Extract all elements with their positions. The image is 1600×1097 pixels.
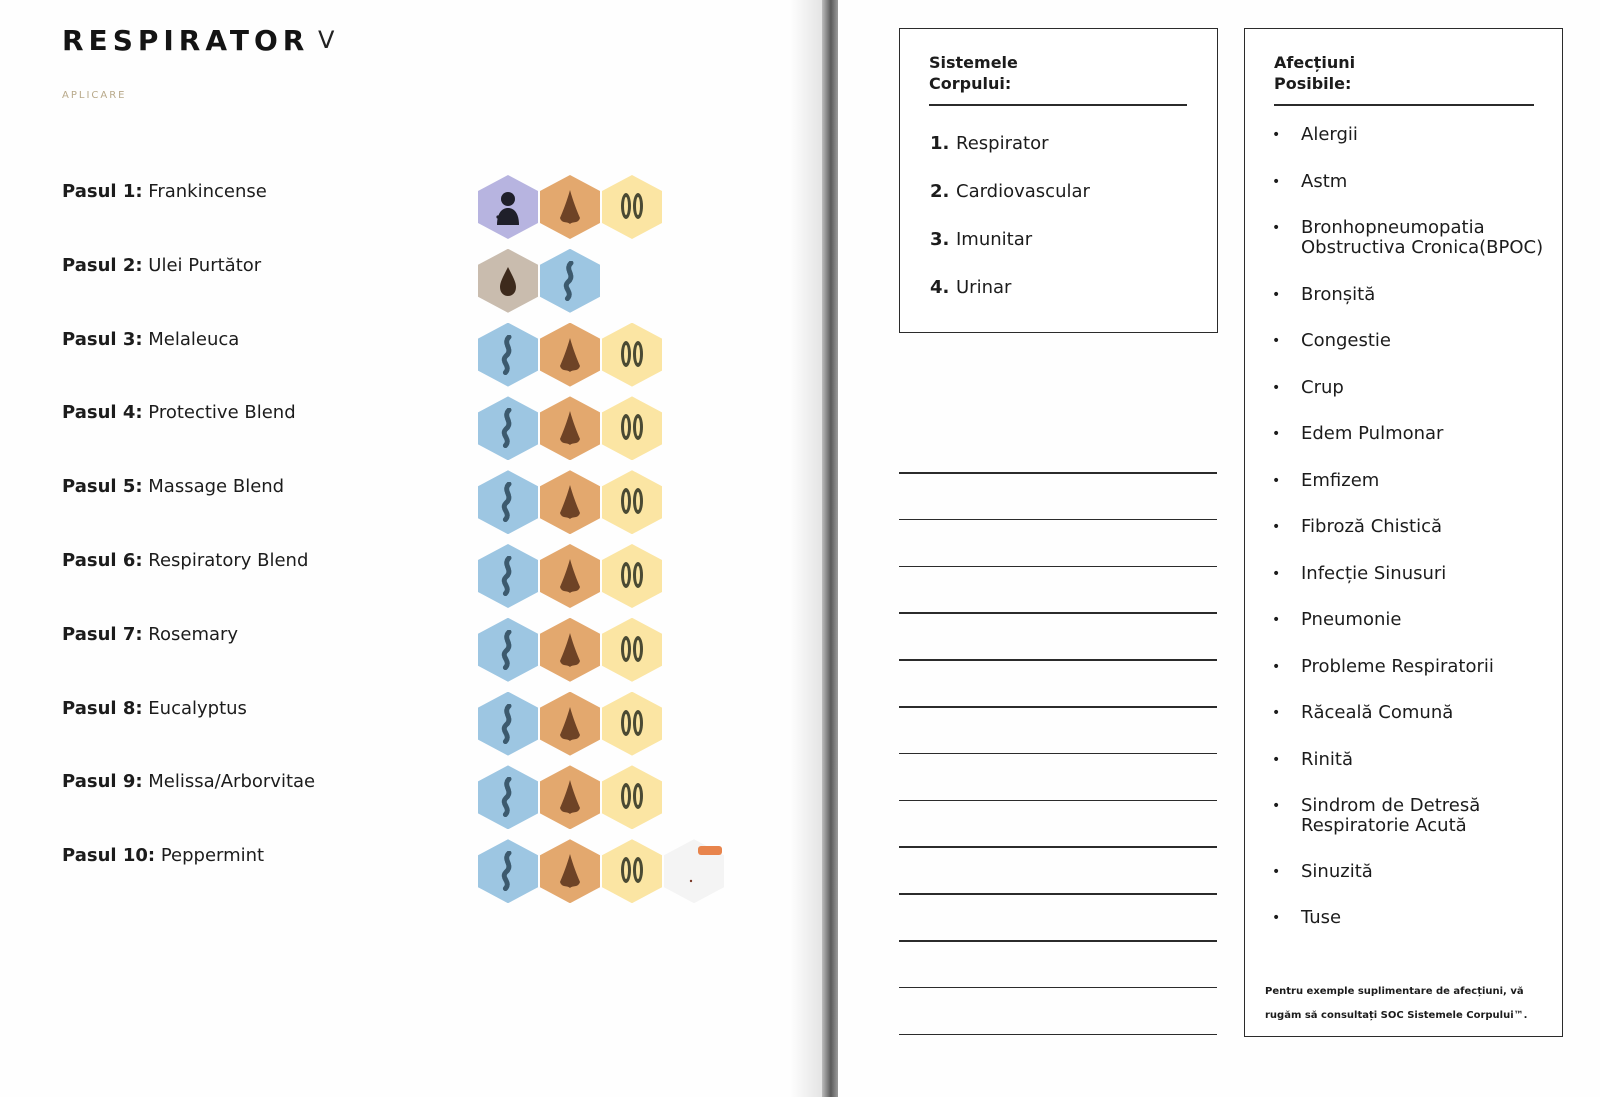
step-label: Pasul 8: <box>62 697 143 719</box>
condition-name-continued: Obstructiva Cronica(BPOC) <box>1301 237 1544 258</box>
bullet-icon: • <box>1272 380 1281 396</box>
bullet-icon: • <box>1272 473 1281 489</box>
page-title: RESPIRATOR <box>62 24 310 57</box>
spine-icon <box>478 544 538 608</box>
step-oil: Ulei Purtător <box>148 254 262 276</box>
step-label: Pasul 7: <box>62 623 143 645</box>
step-label: Pasul 5: <box>62 476 143 498</box>
step-label: Pasul 1: <box>62 181 143 202</box>
condition-name: Congestie <box>1301 330 1391 351</box>
condition-name: Răceală Comună <box>1301 702 1454 723</box>
bullet-icon: • <box>1272 705 1281 721</box>
systems-heading-line1: Sistemele <box>929 53 1018 72</box>
step-oil: Respiratory Blend <box>148 550 309 571</box>
system-number: 4. <box>930 277 950 298</box>
notes-line <box>899 800 1217 802</box>
step-row <box>62 771 315 792</box>
system-name: Urinar <box>956 277 1012 298</box>
system-item <box>930 181 1090 202</box>
spine-icon <box>478 323 538 387</box>
spine-icon <box>478 765 538 829</box>
notes-line <box>899 987 1217 989</box>
spine-icon <box>540 249 600 313</box>
bullet-icon: • <box>1272 566 1281 582</box>
step-icons <box>478 249 600 313</box>
systems-heading-line2: Corpului: <box>929 74 1012 93</box>
optional-badge <box>698 846 722 855</box>
bullet-icon: • <box>1272 174 1281 190</box>
book-gutter <box>822 0 838 1097</box>
system-number: 1. <box>930 133 950 154</box>
drop-icon <box>478 249 538 313</box>
system-name: Respirator <box>956 133 1049 154</box>
nose-icon <box>540 396 600 460</box>
system-item <box>930 277 1011 298</box>
feet-icon <box>602 323 662 387</box>
step-label: Pasul 2: <box>62 254 143 276</box>
notes-line <box>899 893 1217 895</box>
step-oil: Peppermint <box>160 845 265 867</box>
condition-name: Bronșită <box>1301 284 1376 305</box>
conditions-divider <box>1274 104 1534 106</box>
step-label: Pasul 9: <box>62 771 143 793</box>
condition-name: Rinită <box>1301 749 1354 770</box>
step-oil: Protective Blend <box>148 402 296 424</box>
nose-icon <box>540 470 600 534</box>
notes-line <box>899 753 1217 755</box>
step-row <box>62 476 284 497</box>
step-label: Pasul 3: <box>62 328 143 350</box>
step-icons <box>478 839 724 903</box>
nose-icon <box>540 765 600 829</box>
condition-name: Fibroză Chistică <box>1301 516 1443 537</box>
system-number: 3. <box>930 229 950 250</box>
system-number: 2. <box>930 181 950 202</box>
page-subtitle: APLICARE <box>62 90 127 101</box>
step-icons <box>478 470 662 534</box>
feet-icon <box>602 692 662 756</box>
notes-line <box>899 706 1217 708</box>
condition-name: Alergii <box>1301 124 1358 145</box>
step-icons <box>478 618 662 682</box>
conditions-heading <box>1274 52 1355 94</box>
system-item <box>930 229 1032 250</box>
notes-line <box>899 566 1217 568</box>
bullet-icon: • <box>1272 127 1281 143</box>
bullet-icon: • <box>1272 612 1281 628</box>
nose-icon <box>540 692 600 756</box>
spine-icon <box>478 470 538 534</box>
bullet-icon: • <box>1272 910 1281 926</box>
step-icons <box>478 544 662 608</box>
bullet-icon: • <box>1272 752 1281 768</box>
systems-divider <box>929 104 1187 106</box>
feet-icon <box>602 618 662 682</box>
step-row <box>62 329 239 350</box>
feet-icon <box>602 175 662 239</box>
spine-icon <box>478 692 538 756</box>
bullet-icon: • <box>1272 659 1281 675</box>
step-icons <box>478 396 662 460</box>
step-row <box>62 181 267 202</box>
notes-line <box>899 1034 1217 1036</box>
head-icon <box>478 175 538 239</box>
condition-name: Infecție Sinusuri <box>1301 563 1447 584</box>
spine-icon <box>478 396 538 460</box>
footnote-line1: Pentru exemple suplimentare de afecțiuni, vă <box>1265 986 1524 997</box>
notes-line <box>899 519 1217 521</box>
bullet-icon: • <box>1272 519 1281 535</box>
feet-icon <box>602 839 662 903</box>
bullet-icon: • <box>1272 287 1281 303</box>
system-item <box>930 133 1048 154</box>
step-row <box>62 255 261 276</box>
conditions-heading-line1: Afecțiuni <box>1274 53 1356 72</box>
nose-icon <box>540 323 600 387</box>
step-icons <box>478 323 662 387</box>
condition-name: Bronhopneumopatia <box>1301 217 1485 238</box>
bullet-icon: • <box>1272 864 1281 880</box>
system-name: Cardiovascular <box>956 181 1090 202</box>
bullet-icon: • <box>1272 798 1281 814</box>
condition-name: Emfizem <box>1301 470 1380 491</box>
system-name: Imunitar <box>956 229 1033 250</box>
step-row <box>62 698 247 719</box>
footnote-line2: rugăm să consultați SOC Sistemele Corpului™. <box>1265 1010 1528 1021</box>
step-label: Pasul 10: <box>62 845 156 867</box>
condition-name: Sindrom de Detresă <box>1301 795 1481 816</box>
feet-icon <box>602 544 662 608</box>
condition-name: Probleme Respiratorii <box>1301 656 1494 677</box>
step-icons <box>478 765 662 829</box>
nose-icon <box>540 544 600 608</box>
bullet-icon: • <box>1272 426 1281 442</box>
step-oil: Melaleuca <box>148 328 240 350</box>
systems-heading <box>929 52 1018 94</box>
step-icons <box>478 692 662 756</box>
spine-icon <box>478 839 538 903</box>
notes-line <box>899 846 1217 848</box>
step-label: Pasul 6: <box>62 550 143 571</box>
step-row <box>62 845 264 866</box>
step-oil: Eucalyptus <box>148 697 247 719</box>
page-shadow <box>790 0 822 1097</box>
notes-line <box>899 940 1217 942</box>
step-row <box>62 550 308 571</box>
notes-line <box>899 612 1217 614</box>
title-mark: V <box>318 26 335 54</box>
nose-icon <box>540 839 600 903</box>
feet-icon <box>602 396 662 460</box>
nose-icon <box>540 618 600 682</box>
condition-name: Astm <box>1301 171 1348 192</box>
nose-icon <box>540 175 600 239</box>
step-row <box>62 402 296 423</box>
step-oil: Massage Blend <box>148 476 285 498</box>
condition-name: Sinuzită <box>1301 861 1373 882</box>
notes-line <box>899 472 1217 474</box>
step-row <box>62 624 238 645</box>
condition-name: Edem Pulmonar <box>1301 423 1444 444</box>
notes-line <box>899 659 1217 661</box>
step-oil: Frankincense <box>148 181 267 202</box>
feet-icon <box>602 470 662 534</box>
step-oil: Rosemary <box>148 623 239 645</box>
step-oil: Melissa/Arborvitae <box>148 771 316 793</box>
condition-name: Crup <box>1301 377 1344 398</box>
spine-icon <box>478 618 538 682</box>
conditions-heading-line2: Posibile: <box>1274 74 1352 93</box>
bullet-icon: • <box>1272 220 1281 236</box>
step-icons <box>478 175 662 239</box>
condition-name: Tuse <box>1301 907 1342 928</box>
condition-name: Pneumonie <box>1301 609 1402 630</box>
bullet-icon: • <box>1272 333 1281 349</box>
step-label: Pasul 4: <box>62 402 143 424</box>
feet-icon <box>602 765 662 829</box>
condition-name-continued: Respiratorie Acută <box>1301 815 1467 836</box>
